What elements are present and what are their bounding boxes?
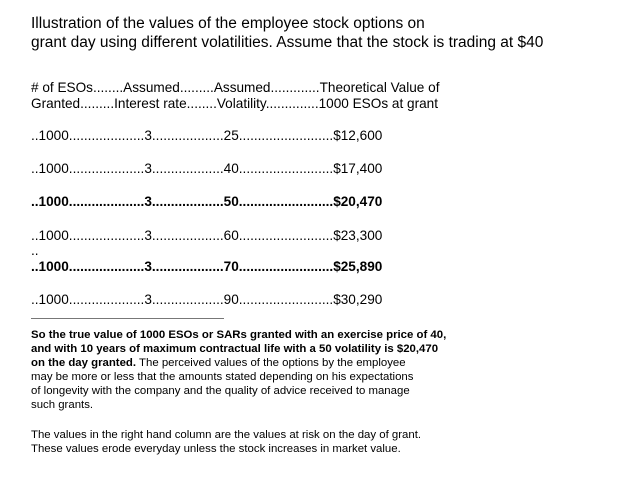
values-at-risk-line-1: The values in the right hand column are the values at risk on the day of grant. — [31, 429, 422, 441]
slide-title — [31, 14, 631, 52]
explanation-paragraph — [31, 328, 631, 413]
explanation-normal-line-3: The perceived values of the options by the employee — [136, 357, 406, 370]
table-row-volatility-90: ..1000....................3...................90.........................$30,290 — [31, 292, 383, 307]
explanation-line-3 — [31, 356, 631, 370]
separator-line — [31, 318, 224, 319]
explanation-line-4: may be more or less that the amounts stated depending on his expectations — [31, 371, 414, 384]
table-header-line-2: Granted.........Interest rate........Volatility..............1000 ESOs at grant — [31, 96, 438, 111]
title-line-2: grant day using different volatilities. Assume that the stock is trading at $40 — [31, 34, 544, 51]
explanation-bold-line-1: So the true value of 1000 ESOs or SARs granted with an exercise price of 40, — [31, 329, 447, 341]
explanation-line-6: such grants. — [31, 399, 94, 412]
explanation-bold-line-3: on the day granted. — [31, 357, 137, 370]
table-row-volatility-50: ..1000....................3...................50.........................$20,470 — [31, 194, 383, 209]
table-header-line-1: # of ESOs........Assumed.........Assumed.............Theoretical Value of — [31, 80, 440, 95]
table-row-volatility-40: ..1000....................3...................40.........................$17,400 — [31, 161, 383, 176]
explanation-line-5: of longevity with the company and the quality of advice received to manage — [31, 385, 410, 398]
values-at-risk-line-2: These values erode everyday unless the stock increases in market value. — [31, 443, 401, 456]
explanation-bold-line-2: and with 10 years of maximum contractual life with a 50 volatility is $20,470 — [31, 343, 439, 356]
values-at-risk-paragraph — [31, 428, 631, 456]
table-row-ellipsis: .. — [31, 243, 39, 258]
table-row-volatility-70: ..1000....................3...................70.........................$25,890 — [31, 259, 383, 274]
title-line-1: Illustration of the values of the employee stock options on — [31, 15, 425, 32]
table-row-volatility-60: ..1000....................3...................60.........................$23,300 — [31, 228, 383, 243]
table-row-volatility-25: ..1000....................3...................25.........................$12,600 — [31, 128, 383, 143]
